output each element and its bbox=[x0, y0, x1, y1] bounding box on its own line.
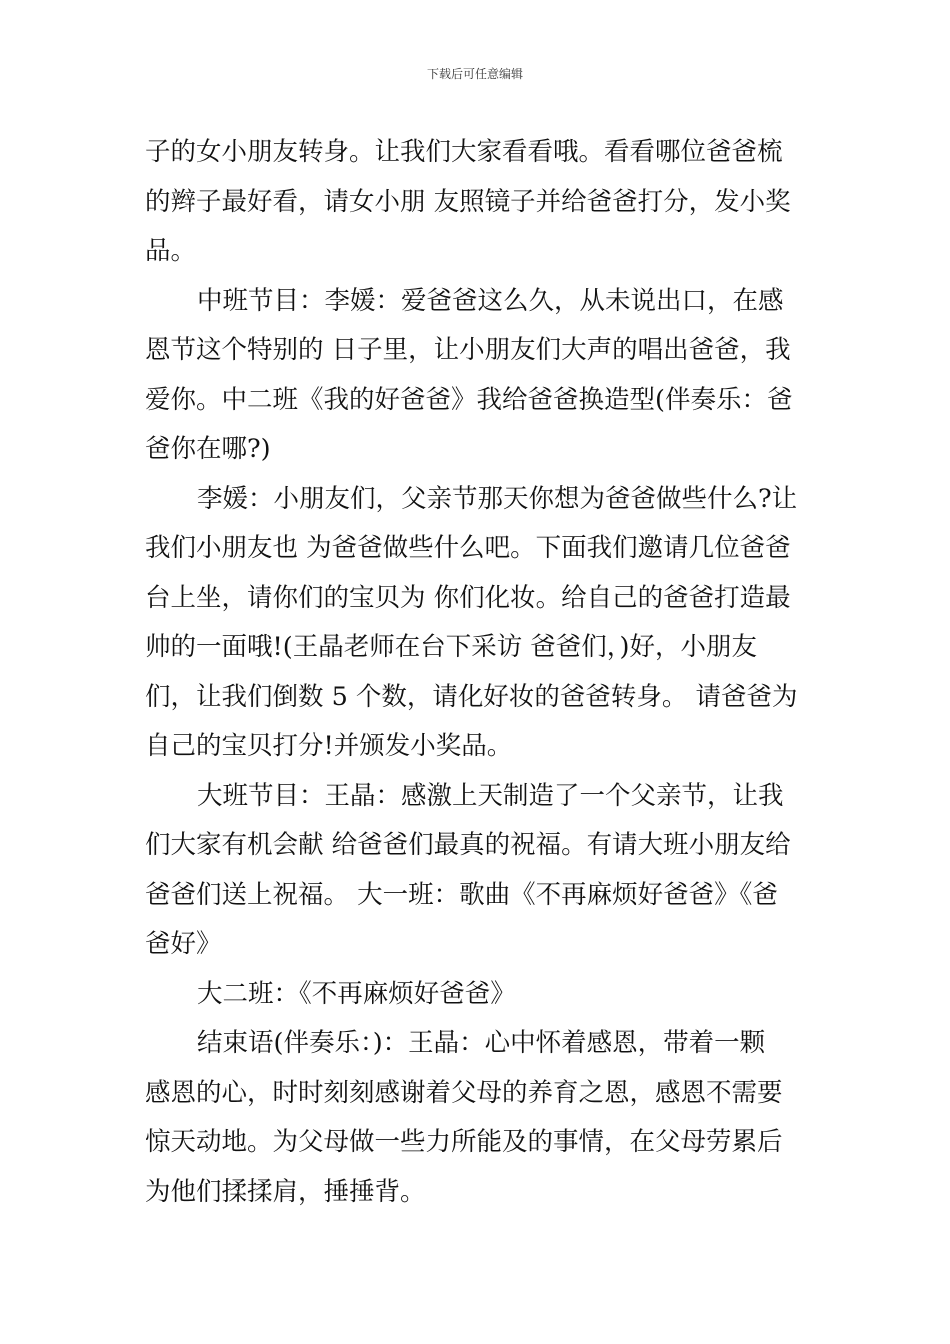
text-line: 我们小朋友也 为爸爸做些什么吧。下面我们邀请几位爸爸 bbox=[145, 533, 791, 563]
text-line: 爸好》 bbox=[145, 929, 222, 959]
text-line: 结束语(伴奏乐：)：王晶：心中怀着感恩，带着一颗 bbox=[197, 1028, 766, 1058]
text-line: 为他们揉揉肩，捶捶背。 bbox=[145, 1176, 426, 1207]
paragraph bbox=[145, 128, 810, 277]
text-line: 大二班：《不再麻烦好爸爸》 bbox=[197, 978, 516, 1009]
paragraph bbox=[145, 475, 810, 772]
page-header: 下载后可任意编辑 bbox=[426, 67, 523, 81]
text-line: 爸你在哪?) bbox=[145, 434, 271, 464]
text-line: 感恩的心，时时刻刻感谢着父母的养育之恩，感恩不需要 bbox=[145, 1077, 783, 1108]
document-body bbox=[145, 128, 810, 1217]
paragraph bbox=[145, 277, 810, 475]
text-line: 们大家有机会献 给爸爸们最真的祝福。有请大班小朋友给 bbox=[145, 830, 791, 860]
text-line: 恩节这个特别的 日子里，让小朋友们大声的唱出爸爸，我 bbox=[145, 335, 791, 365]
paragraph bbox=[145, 970, 810, 1020]
text-line: 台上坐，请你们的宝贝为 你们化妆。给自己的爸爸打造最 bbox=[145, 582, 791, 613]
text-line: 惊天动地。为父母做一些力所能及的事情，在父母劳累后 bbox=[145, 1127, 783, 1157]
text-line: 的辫子最好看，请女小朋 友照镜子并给爸爸打分，发小奖 bbox=[145, 186, 791, 217]
text-line: 帅的一面哦!(王晶老师在台下采访 爸爸们，)好，小朋友 bbox=[145, 632, 758, 662]
text-line: 中班节目：李媛：爱爸爸这么久，从未说出口，在感 bbox=[197, 285, 784, 316]
paragraph bbox=[145, 1019, 810, 1217]
text-line: 大班节目：王晶：感激上天制造了一个父亲节，让我 bbox=[197, 780, 784, 811]
text-line: 李媛：小朋友们，父亲节那天你想为爸爸做些什么?让 bbox=[197, 483, 798, 514]
text-line: 们，让我们倒数 5 个数，请化好妆的爸爸转身。 请爸爸为 bbox=[145, 681, 798, 712]
text-line: 子的女小朋友转身。让我们大家看看哦。看看哪位爸爸梳 bbox=[145, 137, 783, 167]
text-line: 爱你。中二班《我的好爸爸》我给爸爸换造型(伴奏乐：爸 bbox=[145, 384, 793, 415]
text-line: 品。 bbox=[145, 236, 197, 266]
text-line: 爸爸们送上祝福。 大一班：歌曲《不再麻烦好爸爸》《爸 bbox=[145, 879, 778, 910]
text-line: 自己的宝贝打分!并颁发小奖品。 bbox=[145, 731, 513, 761]
paragraph bbox=[145, 772, 810, 970]
